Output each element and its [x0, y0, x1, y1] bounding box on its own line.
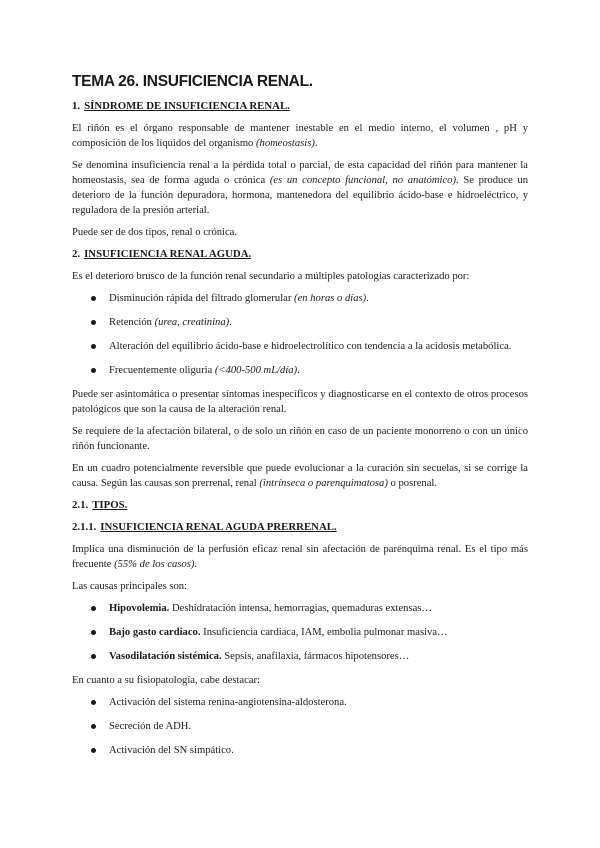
- italic-text: (<400-500 mL/día): [214, 365, 298, 376]
- text: o posrenal.: [387, 478, 438, 489]
- bullet-icon: [91, 654, 96, 659]
- section-2-paragraph-2: Se requiere de la afectación bilateral, o de solo un riñón en caso de un paciente monorreno o con un único riñón funcionante.: [72, 426, 528, 452]
- italic-text: (55% de los casos): [114, 559, 195, 570]
- section-1-title: SÍNDROME DE INSUFICIENCIA RENAL.: [84, 100, 290, 112]
- section-2-number: 2.: [72, 248, 81, 260]
- bullet-icon: [91, 630, 96, 635]
- text: En un cuadro potencialmente reversible que puede evolucionar a la curación sin secuelas, si se corrige la causa. Según las causas son prerrenal, renal: [72, 463, 528, 489]
- italic-text: (intrínseca o parenquimatosa): [259, 478, 388, 489]
- list-item: [72, 695, 528, 710]
- section-2-1-1-number: 2.1.1.: [72, 521, 97, 533]
- list-item: [72, 601, 528, 616]
- text: .: [229, 317, 232, 328]
- text: Secreción de ADH.: [109, 721, 192, 732]
- text: El riñón es el órgano responsable de mantener inestable en el medio interno, el volumen , pH y composición de los líquidos del organismo: [72, 123, 528, 149]
- section-2-intro: Es el deterioro brusco de la función renal secundario a múltiples patologías caracterizado por:: [72, 271, 470, 282]
- text: Frecuentemente oliguria: [109, 365, 215, 376]
- causes-list: [72, 601, 528, 664]
- bold-text: Bajo gasto cardiaco.: [109, 627, 201, 638]
- text: Se denomina insuficiencia renal a la pérdida total o parcial, de esta capacidad del riñón para mantener la homeostasis, sea de forma aguda o crónica: [72, 160, 528, 186]
- section-2-heading: [72, 247, 528, 262]
- bullet-icon: [91, 748, 96, 753]
- bold-text: Hipovolemia.: [109, 603, 170, 614]
- text: Alteración del equilibrio ácido-base e hidroelectrolítico con tendencia a la acidosis metabólica.: [109, 341, 512, 352]
- list-item: [72, 743, 528, 758]
- text: .: [366, 293, 369, 304]
- page-title: TEMA 26. INSUFICIENCIA RENAL.: [72, 73, 313, 90]
- list-item: [72, 363, 528, 378]
- bullet-icon: [91, 368, 96, 373]
- bullet-icon: [91, 724, 96, 729]
- bullet-icon: [91, 296, 96, 301]
- text: Activación del SN simpático.: [109, 745, 234, 756]
- document-page: [72, 72, 528, 767]
- bullet-icon: [91, 320, 96, 325]
- physiopathology-list: [72, 695, 528, 758]
- section-1-paragraph-3: Puede ser de dos tipos, renal o crónica.: [72, 227, 238, 238]
- italic-text: (en horas o días): [294, 293, 367, 304]
- bullet-icon: [91, 344, 96, 349]
- section-2-paragraph-1: Puede ser asintomática o presentar síntomas inespecíficos y diagnosticarse en el contexto de otros procesos patológicos que son la causa de la alteración renal.: [72, 389, 528, 415]
- text: .: [297, 365, 300, 376]
- italic-text: (homeostasis): [256, 138, 315, 149]
- text: Disminución rápida del filtrado glomerular: [109, 293, 295, 304]
- section-1-paragraph-1: [72, 121, 528, 151]
- list-item: [72, 339, 528, 354]
- section-2-title: INSUFICIENCIA RENAL AGUDA.: [84, 248, 252, 260]
- text: Deshidratación intensa, hemorragias, quemaduras extensas…: [169, 603, 433, 614]
- section-1-number: 1.: [72, 100, 81, 112]
- text: Implica una disminución de la perfusión eficaz renal sin afectación de parénquima renal. Es el tipo más frecuente: [72, 544, 528, 570]
- section-2-1-1-paragraph-2: Las causas principales son:: [72, 581, 188, 592]
- section-2-bullet-list: [72, 291, 528, 378]
- bullet-icon: [91, 700, 96, 705]
- list-item: [72, 315, 528, 330]
- text: Retención: [109, 317, 155, 328]
- bold-text: Vasodilatación sistémica.: [109, 651, 222, 662]
- list-item: [72, 291, 528, 306]
- section-2-1-1-heading: [72, 520, 528, 535]
- text: .: [314, 138, 318, 149]
- italic-text: (es un concepto funcional, no anatómico): [269, 175, 456, 186]
- bullet-icon: [91, 606, 96, 611]
- text: Insuficiencia cardiaca, IAM, embolia pulmonar masiva…: [200, 627, 448, 638]
- text: . Se produce un deterioro de la función depuradora, hormona, mantenedora del equilibrio ácido-base e hidroeléctrico, y reguladora de la presión arterial.: [72, 175, 529, 216]
- section-1-paragraph-2: [72, 158, 528, 218]
- section-2-1-number: 2.1.: [72, 499, 89, 511]
- text: .: [194, 559, 198, 570]
- text: Activación del sistema renina-angiotensina-aldosterona.: [109, 697, 347, 708]
- list-item: [72, 625, 528, 640]
- section-2-1-heading: [72, 498, 528, 513]
- section-2-paragraph-3: [72, 461, 528, 491]
- section-2-1-1-paragraph-3: En cuanto a su fisiopatología, cabe destacar:: [72, 675, 260, 686]
- section-2-1-1-title: INSUFICIENCIA RENAL AGUDA PRERRENAL.: [100, 521, 337, 533]
- list-item: [72, 649, 528, 664]
- italic-text: (urea, creatinina): [154, 317, 230, 328]
- section-1-heading: [72, 99, 528, 114]
- section-2-1-1-paragraph-1: [72, 542, 528, 572]
- text: Sepsis, anafilaxia, fármacos hipotensores…: [221, 651, 410, 662]
- section-2-1-title: TIPOS.: [92, 499, 128, 511]
- list-item: [72, 719, 528, 734]
